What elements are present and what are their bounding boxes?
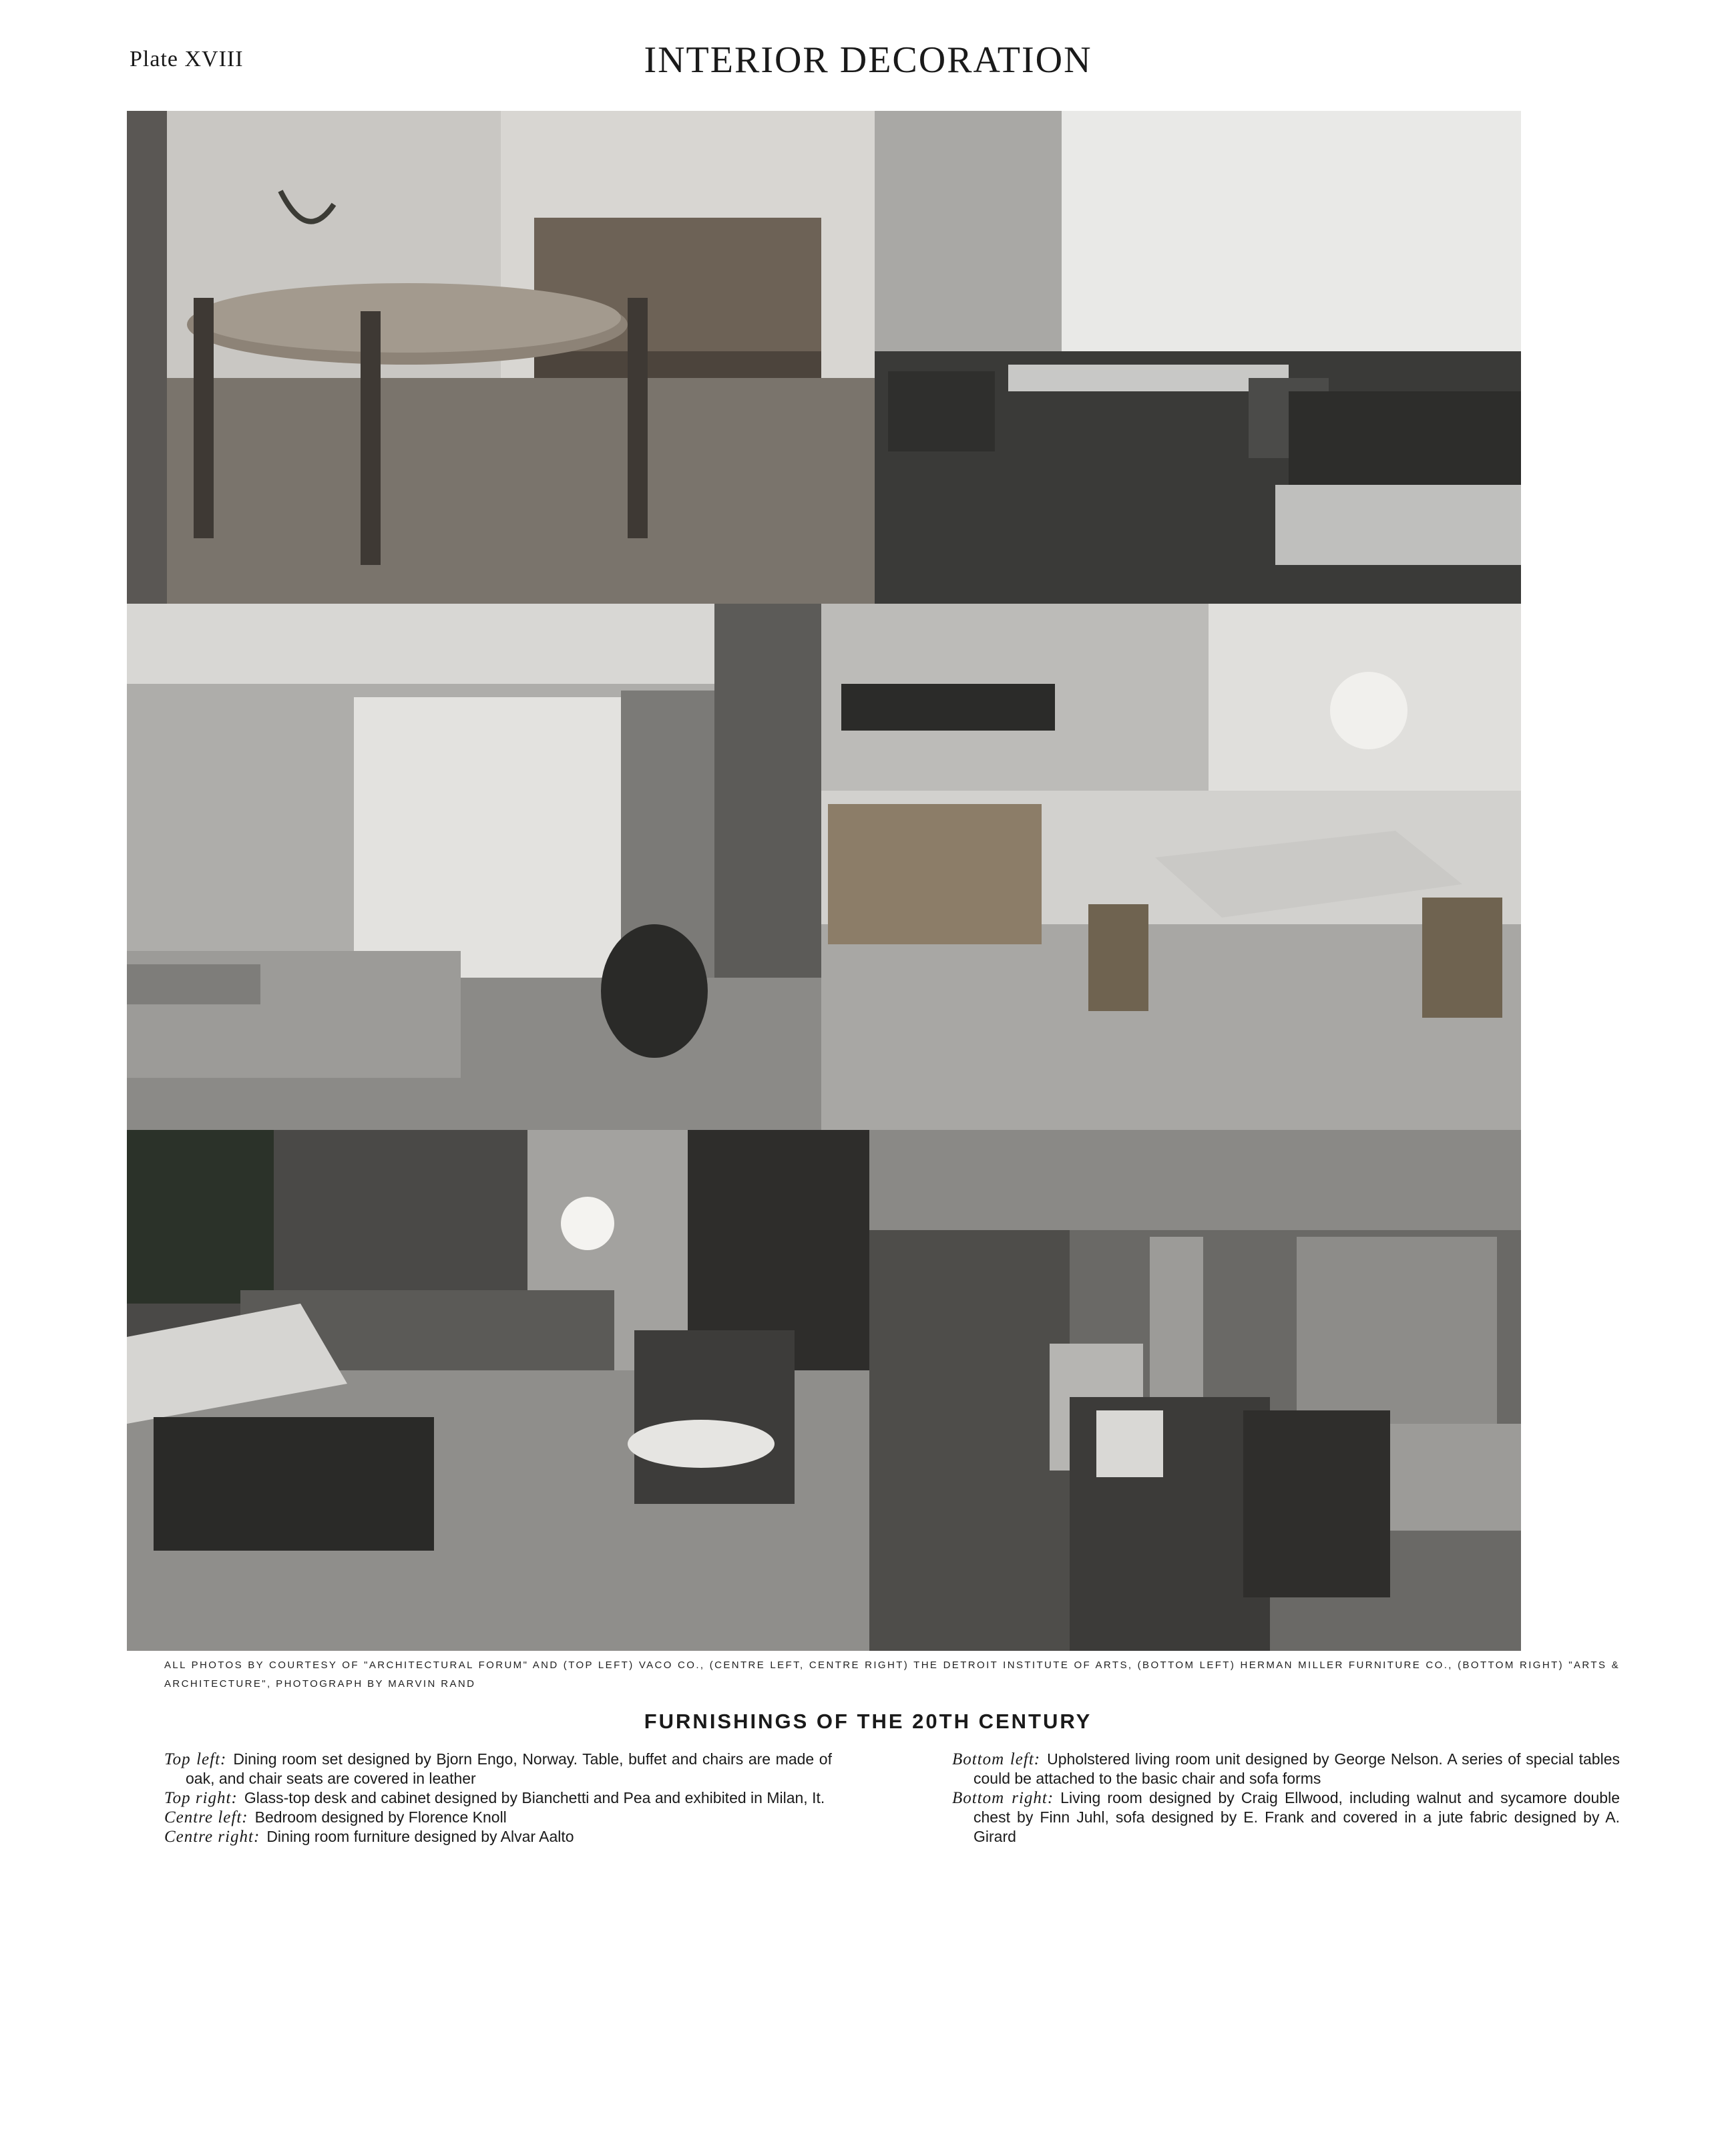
caption-centre-right: Centre right: Dining room furniture designed by Alvar Aalto — [164, 1828, 574, 1846]
caption-centre-left: Centre left: Bedroom designed by Florence Knoll — [164, 1808, 507, 1826]
photo-top-left — [127, 111, 875, 604]
running-head: INTERIOR DECORATION — [644, 39, 1092, 81]
photo-centre-right — [821, 604, 1521, 1130]
captions — [164, 1750, 1620, 1846]
photo-bottom-right — [869, 1130, 1521, 1651]
caption-top-right: Top right: Glass-top desk and cabinet designed by Bianchetti and Pea and exhibited in Milan, It. — [164, 1789, 825, 1807]
caption-bottom-left: Bottom left: Upholstered living room unit designed by George Nelson. A series of special tables could be attached to the basic chair and sofa forms — [952, 1750, 1620, 1787]
plate-number: Plate XVIII — [130, 47, 244, 71]
photo-bottom-left — [127, 1130, 869, 1651]
captions-right-column — [952, 1750, 1620, 1846]
caption-bottom-right: Bottom right: Living room designed by Craig Ellwood, including walnut and sycamore double chest by Finn Juhl, sofa designed by E. Frank and covered in a jute fabric designed by A. Girard — [952, 1789, 1620, 1845]
photo-top-right — [875, 111, 1521, 604]
captions-left-column — [164, 1750, 832, 1846]
caption-top-left: Top left: Dining room set designed by Bjorn Engo, Norway. Table, buffet and chairs are made of oak, and chair seats are covered in leather — [164, 1750, 832, 1787]
photo-centre-left — [127, 604, 821, 1130]
photo-credit: ALL PHOTOS BY COURTESY OF "ARCHITECTURAL FORUM" AND (TOP LEFT) VACO CO., (CENTRE LEFT, CENTRE RIGHT) THE DETROIT INSTITUTE OF ARTS, (BOTTOM LEFT) HERMAN MILLER FURNITURE CO., (BOTTOM RIGHT) "ARTS & ARCHITECTURE", PHOTOGRAPH BY MARVIN RAND — [164, 1660, 1620, 1690]
section-title: FURNISHINGS OF THE 20TH CENTURY — [644, 1710, 1092, 1733]
